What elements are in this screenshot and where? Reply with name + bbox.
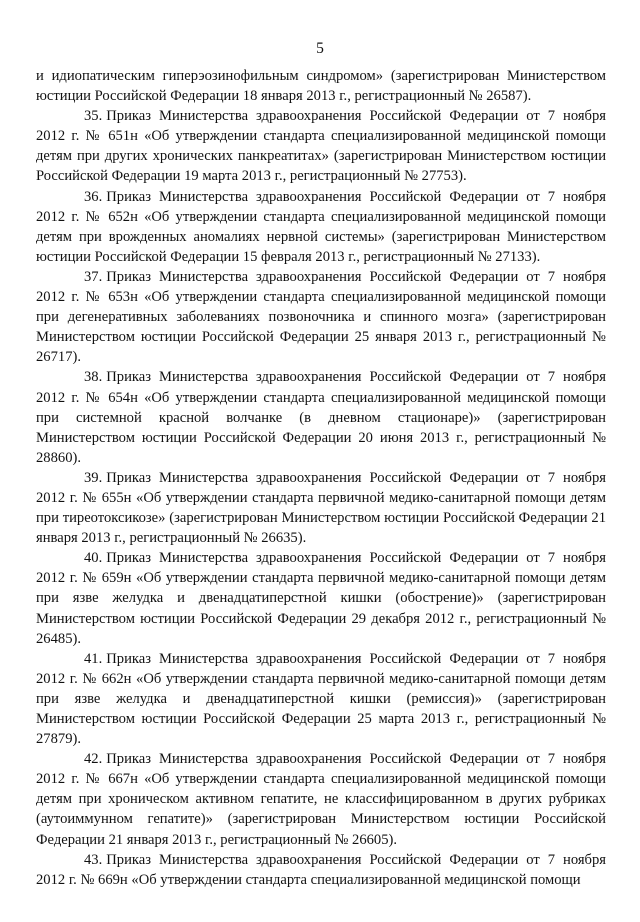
item-text: Приказ Министерства здравоохранения Российской Федерации от 7 ноября 2012 г. № 662н «Об утверждении стандарта первичной медико-санитарной помощи детям при язве желудка и двенадцатиперстной кишки (ремиссия)» (зарегистрирован Министерством юстиции Российской Федерации 25 марта 2013 г., регистрационный № 27879). [36, 650, 606, 748]
item-text: Приказ Министерства здравоохранения Российской Федерации от 7 ноября 2012 г. № 651н «Об утверждении стандарта специализированной медицинской помощи детям при других хронических панкреатитах» (зарегистрирован Министерством юстиции Российской Федерации 19 марта 2013 г., регистрационный № 27753). [36, 108, 606, 185]
item-number: 41. [84, 650, 103, 667]
list-item-41 [36, 649, 606, 749]
item-number: 39. [84, 469, 103, 486]
item-text: Приказ Министерства здравоохранения Российской Федерации от 7 ноября 2012 г. № 653н «Об утверждении стандарта специализированной медицинской помощи при дегенеративных заболеваниях позвоночника и спинного мозга» (зарегистрирован Министерством юстиции Российской Федерации 25 января 2013 г., регистрационный № 26717). [36, 268, 606, 366]
item-text: Приказ Министерства здравоохранения Российской Федерации от 7 ноября 2012 г. № 667н «Об утверждении стандарта специализированной медицинской помощи детям при хроническом активном гепатите, не классифицированном в других рубриках (аутоиммунном гепатите)» (зарегистрирован Министерством юстиции Российской Федерации 21 января 2013 г., регистрационный № 26605). [36, 751, 606, 848]
item-text: Приказ Министерства здравоохранения Российской Федерации от 7 ноября 2012 г. № 654н «Об утверждении стандарта специализированной медицинской помощи при системной красной волчанке (в дневном стационаре)» (зарегистрирован Министерством юстиции Российской Федерации 20 июня 2013 г., регистрационный № 28860). [36, 369, 606, 466]
item-text: Приказ Министерства здравоохранения Российской Федерации от 7 ноября 2012 г. № 652н «Об утверждении стандарта специализированной медицинской помощи детям при врожденных аномалиях нервной системы» (зарегистрирован Министерством юстиции Российской Федерации 15 февраля 2013 г., регистрационный № 27133). [36, 188, 606, 265]
item-number: 42. [84, 751, 103, 768]
list-item-42 [36, 749, 606, 849]
item-text: Приказ Министерства здравоохранения Российской Федерации от 7 ноября 2012 г. № 669н «Об утверждении стандарта специализированной медицинской помощи [36, 851, 606, 888]
list-item-43 [36, 850, 606, 890]
list-item-37 [36, 267, 606, 367]
list-item-35 [36, 106, 606, 186]
item-number: 40. [84, 550, 103, 567]
continuation-paragraph: и идиопатическим гиперэозинофильным синдромом» (зарегистрирован Министерством юстиции Российской Федерации 18 января 2013 г., регистрационный № 26587). [36, 68, 606, 105]
item-number: 36. [84, 188, 103, 205]
document-body [36, 66, 606, 890]
item-number: 38. [84, 369, 103, 386]
list-item-38 [36, 367, 606, 467]
page-number: 5 [316, 40, 324, 57]
list-item-39 [36, 468, 606, 548]
list-item-36 [36, 187, 606, 267]
item-text: Приказ Министерства здравоохранения Российской Федерации от 7 ноября 2012 г. № 655н «Об утверждении стандарта первичной медико-санитарной помощи детям при тиреотоксикозе» (зарегистрирован Министерством юстиции Российской Федерации 21 января 2013 г., регистрационный № 26635). [36, 469, 606, 547]
item-text: Приказ Министерства здравоохранения Российской Федерации от 7 ноября 2012 г. № 659н «Об утверждении стандарта первичной медико-санитарной помощи детям при язве желудка и двенадцатиперстной кишки (обострение)» (зарегистрирован Министерством юстиции Российской Федерации 29 декабря 2012 г., регистрационный № 26485). [36, 550, 606, 647]
item-number: 43. [84, 851, 103, 868]
item-number: 37. [84, 268, 103, 285]
item-number: 35. [84, 108, 103, 125]
list-item-40 [36, 548, 606, 648]
